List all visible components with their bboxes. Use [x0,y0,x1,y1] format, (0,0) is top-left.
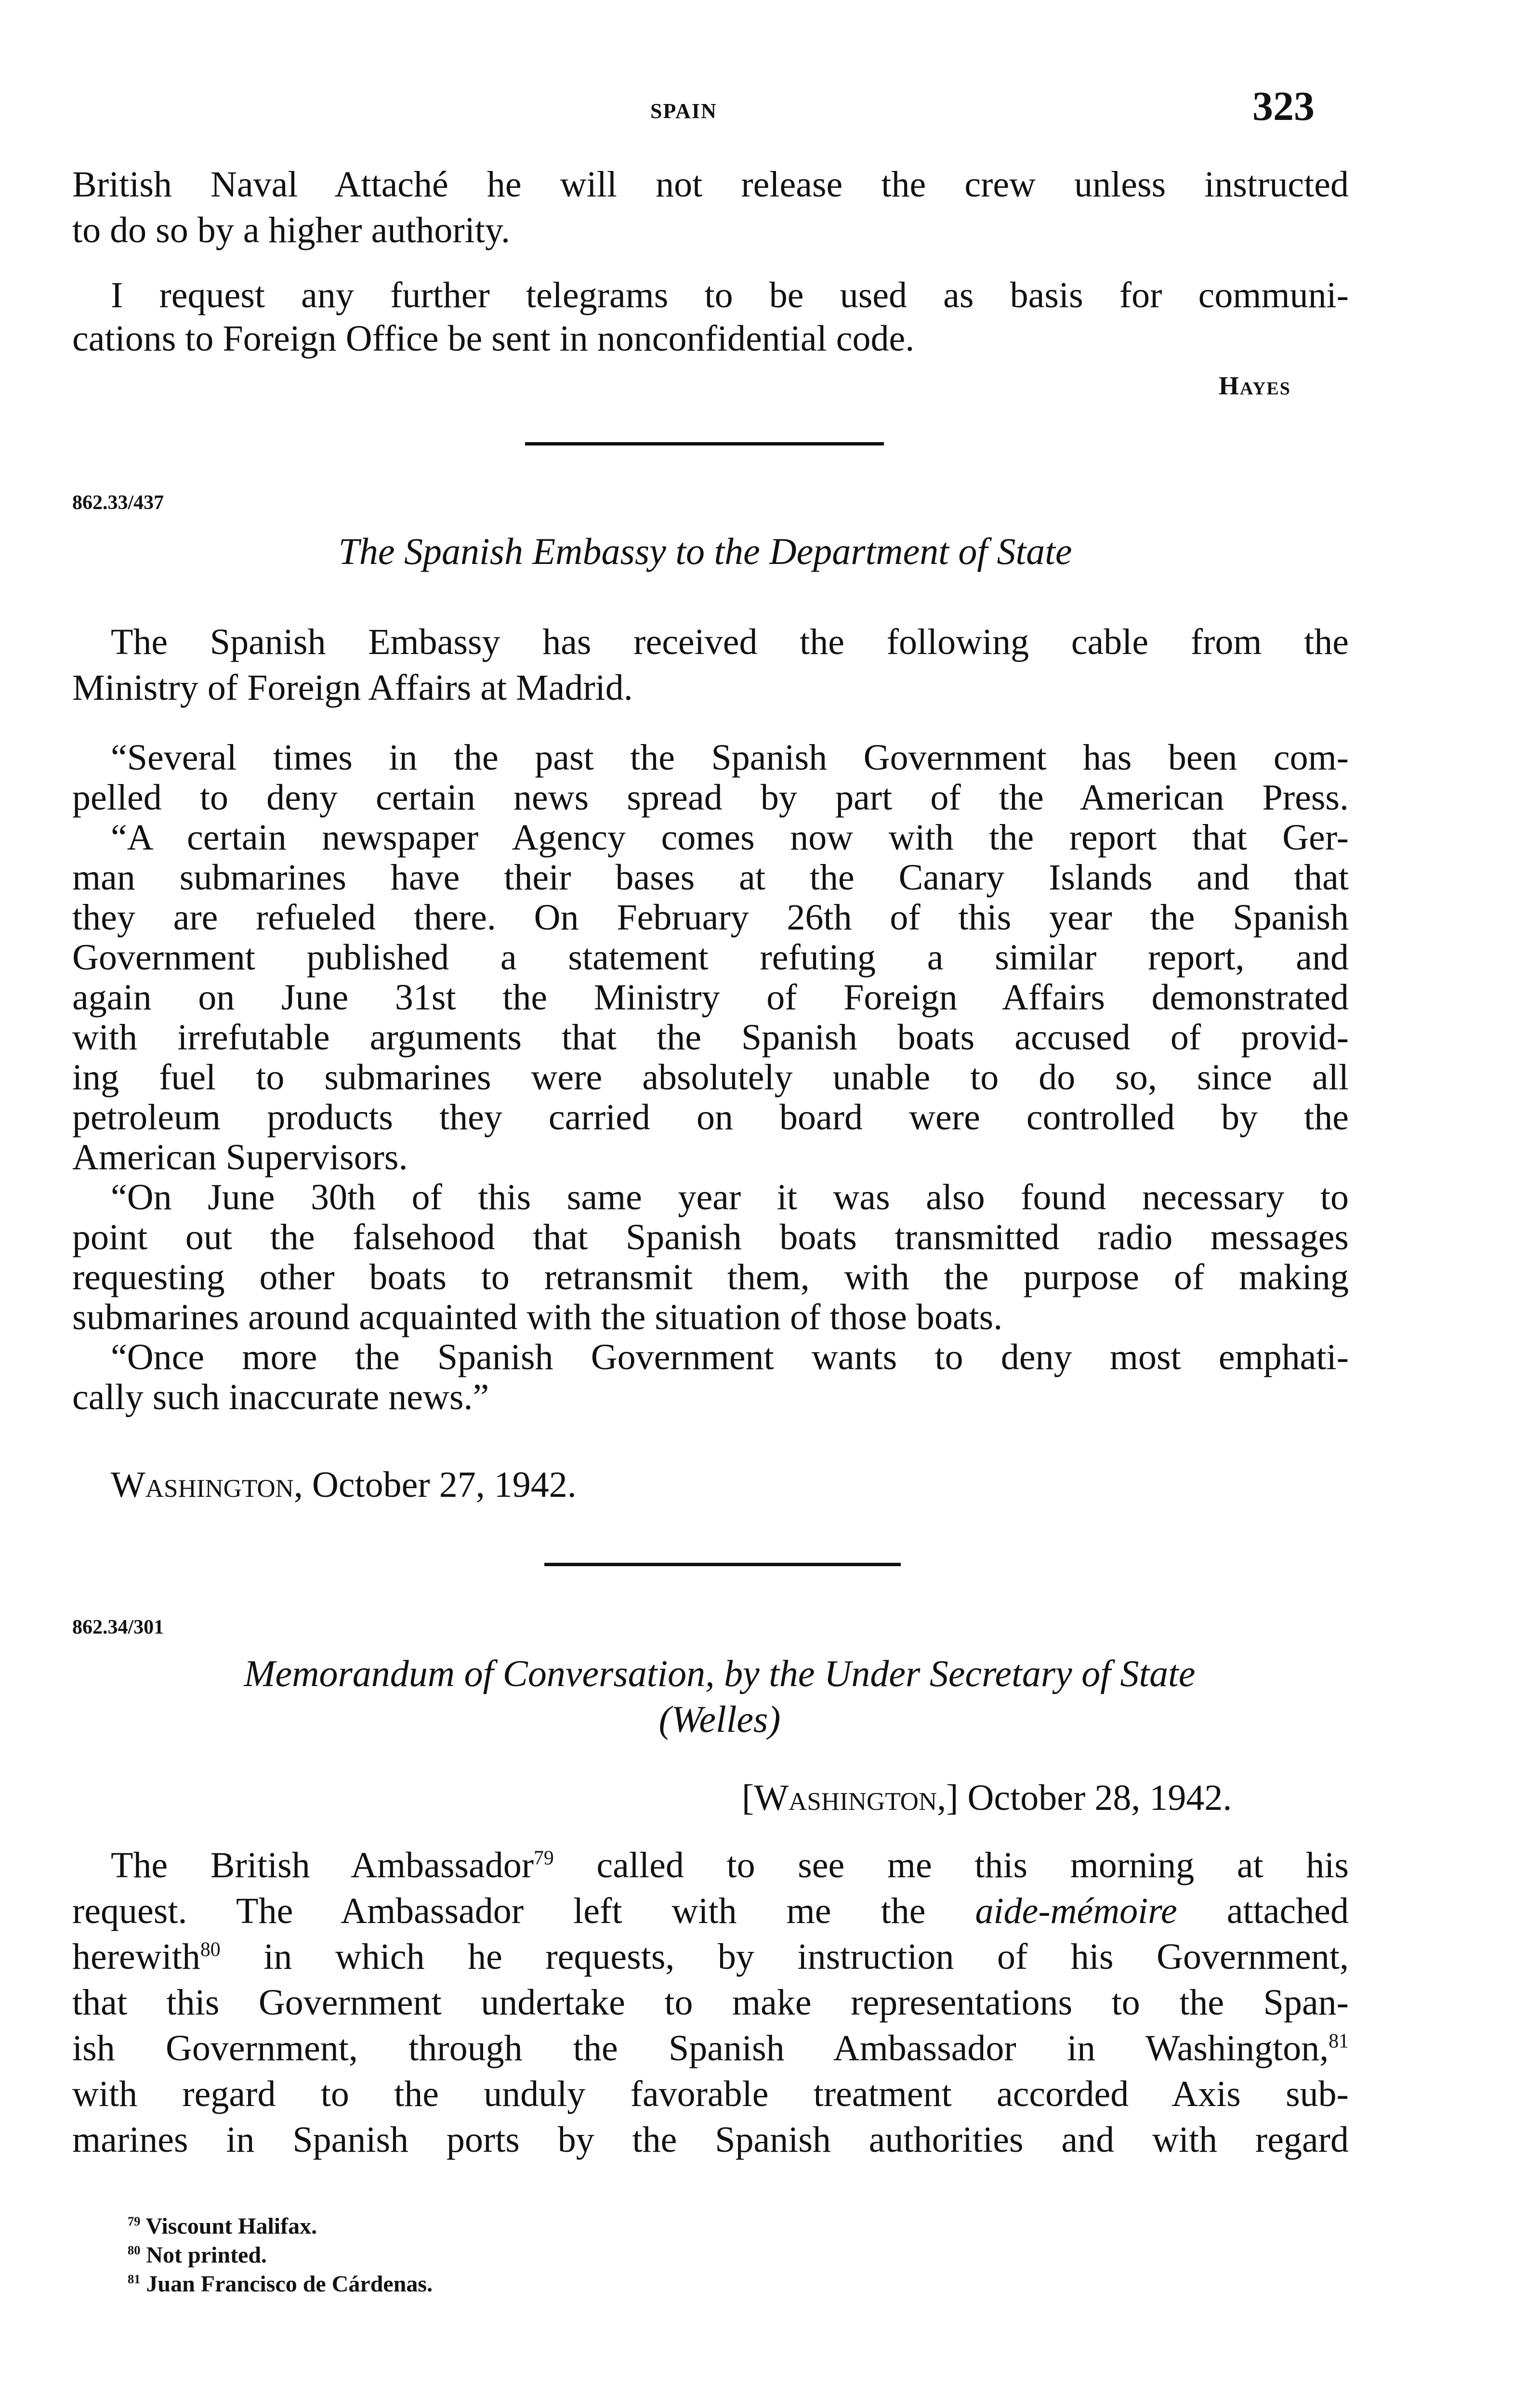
body-line: The British Ambassador$^{79}$ called to see me this morning at his [111,1845,1349,1885]
signature: Hayes [1219,371,1291,400]
body-line: man submarines have their bases at the Canary Islands and that [72,857,1349,898]
footnote: $^{80}$ Not printed. [128,2242,267,2268]
body-line: “Once more the Spanish Government wants to deny most emphati- [111,1337,1349,1377]
body-line: with irrefutable arguments that the Spanish boats accused of provid- [72,1017,1349,1058]
continuation-line: to do so by a higher authority. [72,210,511,250]
body-line: again on June 31st the Ministry of Foreign Affairs demonstrated [72,977,1349,1018]
body-line: The Spanish Embassy has received the following cable from the [111,622,1349,662]
document-heading: Memorandum of Conversation, by the Under Secretary of State [244,1652,1196,1694]
body-line: submarines around acquainted with the situation of those boats. [72,1297,1003,1337]
body-line: pelled to deny certain news spread by part of the American Press. [72,777,1349,818]
body-line: they are refueled there. On February 26th of this year the Spanish [72,897,1349,938]
body-line: point out the falsehood that Spanish boats transmitted radio messages [72,1217,1349,1257]
body-line: cally such inaccurate news.” [72,1377,489,1417]
body-line: marines in Spanish ports by the Spanish authorities and with regard [72,2120,1349,2160]
section-divider [525,442,884,445]
running-head: SPAIN [650,99,717,123]
footnote: $^{81}$ Juan Francisco de Cárdenas. [128,2271,433,2297]
body-line: “A certain newspaper Agency comes now with the report that Ger- [111,817,1349,858]
body-line: American Supervisors. [72,1137,408,1178]
section-divider [544,1563,901,1566]
dateline-place: [Washington,] [742,1778,959,1818]
continuation-line: I request any further telegrams to be used as basis for communi- [111,275,1349,315]
dateline-place: Washington, [111,1465,303,1505]
dateline [111,1464,1349,1505]
body-line: with regard to the unduly favorable treatment accorded Axis sub- [72,2074,1349,2114]
continuation-line: cations to Foreign Office be sent in nonconfidential code. [72,318,915,359]
body-line: Government published a statement refuting a similar report, and [72,937,1349,978]
dateline-date: October 27, 1942. [312,1465,577,1505]
body-line: request. The Ambassador left with me the aide-mémoire attached [72,1891,1349,1931]
file-number: 862.34/301 [72,1616,164,1638]
dateline [742,1777,1232,1819]
continuation-line: British Naval Attaché he will not release the crew unless instructed [72,164,1349,205]
footnote-ref: 80 [200,1938,221,1961]
document-heading: The Spanish Embassy to the Department of State [338,530,1072,572]
body-line: petroleum products they carried on board were controlled by the [72,1097,1349,1138]
footnote-ref: 79 [534,1847,554,1870]
body-line: “On June 30th of this same year it was also found necessary to [111,1177,1349,1217]
footnote-ref: 81 [1329,2030,1349,2053]
footnote: $^{79}$ Viscount Halifax. [128,2213,317,2239]
body-line: requesting other boats to retransmit them, with the purpose of making [72,1257,1349,1297]
file-number: 862.33/437 [72,492,164,514]
body-line: ing fuel to submarines were absolutely unable to do so, since all [72,1057,1349,1098]
body-line: Ministry of Foreign Affairs at Madrid. [72,667,633,708]
dateline-date: October 28, 1942. [967,1778,1232,1818]
body-line: “Several times in the past the Spanish Government has been com- [111,737,1349,778]
body-line: ish Government, through the Spanish Ambassador in Washington,$^{81}$ [72,2028,1349,2068]
document-heading-subtitle: (Welles) [658,1698,781,1740]
body-line: herewith$^{80}$ in which he requests, by instruction of his Government, [72,1937,1349,1977]
body-line: that this Government undertake to make representations to the Span- [72,1982,1349,2023]
page-number: 323 [1252,83,1315,129]
